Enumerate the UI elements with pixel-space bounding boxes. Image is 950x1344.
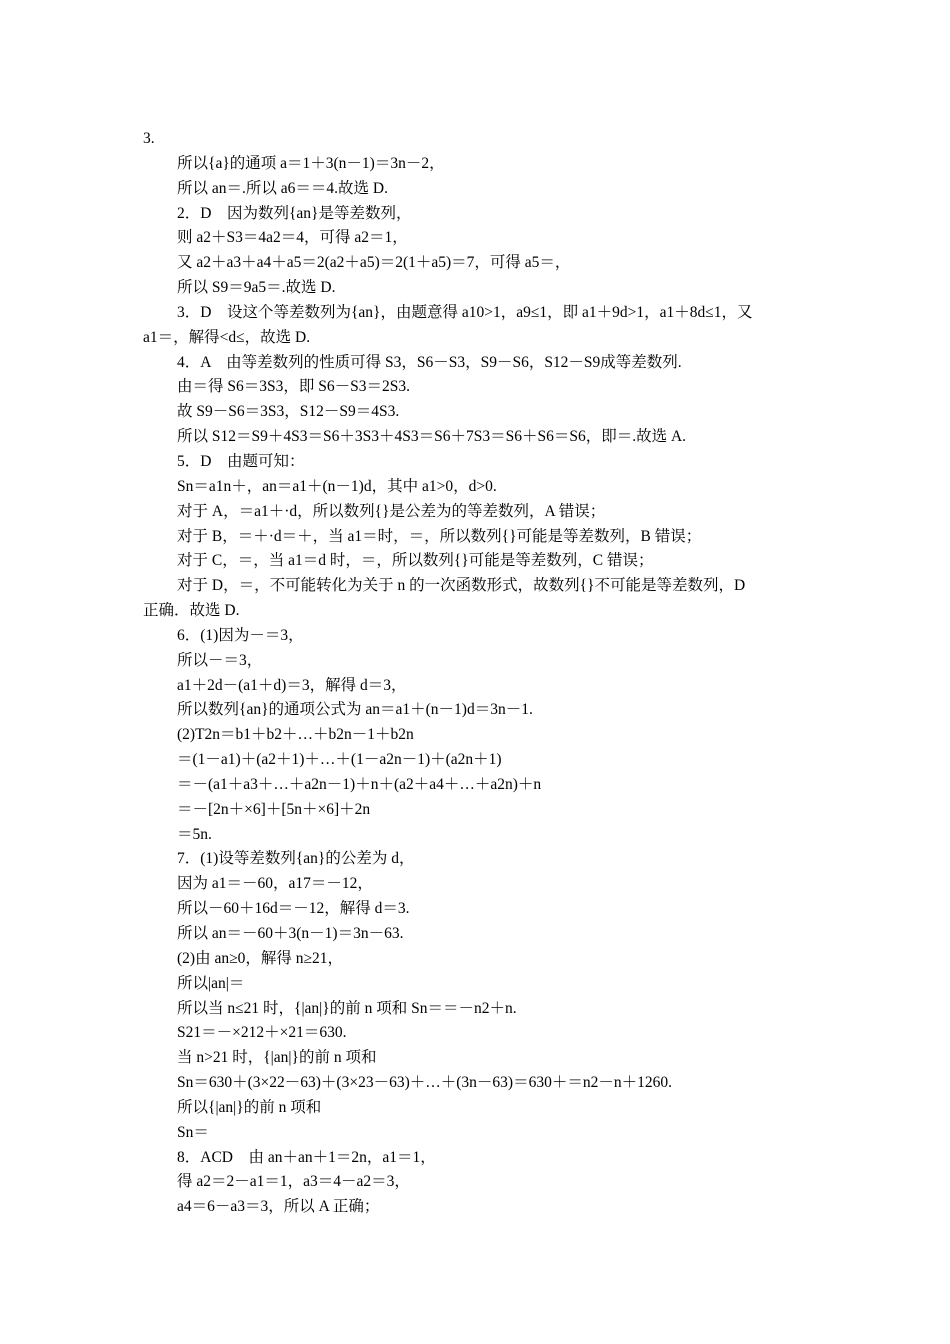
text-line: 得 a2＝2－a1＝1，a3＝4－a2＝3， [177, 1173, 410, 1191]
text-line: 所以{|an|}的前 n 项和 [177, 1098, 322, 1116]
text-line: 5．D 由题可知： [177, 452, 305, 470]
text-line: (2)由 an≥0，解得 n≥21， [177, 949, 343, 967]
text-line: 4．A 由等差数列的性质可得 S3，S6－S3，S9－S6，S12－S9成等差数列. [177, 353, 682, 371]
text-line: S21＝－×212＋×21＝630. [177, 1024, 347, 1042]
text-line: 7．(1)设等差数列{an}的公差为 d， [177, 850, 415, 868]
text-line: 则 a2＋S3＝4a2＝4，可得 a2＝1， [177, 229, 408, 247]
text-line: 对于 C，＝，当 a1＝d 时，＝，所以数列{}可能是等差数列，C 错误； [177, 552, 654, 570]
text-line: ＝5n. [177, 825, 212, 843]
text-line: 当 n>21 时，{|an|}的前 n 项和 [177, 1049, 377, 1067]
text-line: 3. [143, 130, 155, 147]
text-line: 8．ACD 由 an＋an＋1＝2n，a1＝1， [177, 1148, 436, 1166]
text-line: 所以 an＝.所以 a6＝＝4.故选 D. [177, 179, 388, 197]
text-line: 故 S9－S6＝3S3，S12－S9＝4S3. [177, 403, 400, 421]
text-line: 因为 a1＝－60，a17＝－12， [177, 875, 373, 893]
text-line: ＝(1－a1)＋(a2＋1)＋…＋(1－a2n－1)＋(a2n＋1) [177, 751, 502, 769]
text-line: 所以 S9＝9a5＝.故选 D. [177, 279, 336, 297]
text-line: 3．D 设这个等差数列为{an}，由题意得 a10>1，a9≤1，即 a1＋9d>1，a1＋8d≤1，又 [177, 303, 753, 321]
text-line: 正确．故选 D. [143, 602, 240, 620]
text-line: a4＝6－a3＝3，所以 A 正确； [177, 1198, 380, 1216]
text-line: Sn＝ [177, 1123, 209, 1141]
text-line: ＝－[2n＋×6]＋[5n＋×6]＋2n [177, 800, 371, 818]
text-line: 6．(1)因为－＝3， [177, 626, 304, 644]
text-line: 所以数列{an}的通项公式为 an＝a1＋(n－1)d＝3n－1. [177, 701, 533, 719]
text-line: 所以{a}的通项 a＝1＋3(n－1)＝3n－2， [177, 154, 445, 172]
solution-text-block [143, 127, 808, 1220]
text-line: Sn＝a1n＋，an＝a1＋(n－1)d，其中 a1>0，d>0. [177, 477, 497, 495]
text-line: 所以当 n≤21 时，{|an|}的前 n 项和 Sn＝＝－n2＋n. [177, 999, 517, 1017]
text-line: 所以|an|＝ [177, 974, 245, 992]
text-line: 所以－＝3， [177, 651, 263, 669]
text-line: 对于 B，＝＋·d＝＋，当 a1＝时，＝，所以数列{}可能是等差数列，B 错误； [177, 527, 702, 545]
text-line: a1＋2d－(a1＋d)＝3，解得 d＝3， [177, 676, 407, 694]
text-line: 对于 D，＝，不可能转化为关于 n 的一次函数形式，故数列{}不可能是等差数列，D [177, 577, 746, 595]
text-line: Sn＝630＋(3×22－63)＋(3×23－63)＋…＋(3n－63)＝630＋＝n2－n＋1260. [177, 1074, 672, 1092]
text-line: 由＝得 S6＝3S3，即 S6－S3＝2S3. [177, 378, 410, 396]
text-line: 对于 A，＝a1＋·d，所以数列{}是公差为的等差数列，A 错误； [177, 502, 606, 520]
text-line: (2)T2n＝b1＋b2＋…＋b2n－1＋b2n [177, 726, 414, 744]
text-line: 2．D 因为数列{an}是等差数列， [177, 204, 412, 222]
text-line: 所以－60＋16d＝－12，解得 d＝3. [177, 900, 410, 918]
text-line: ＝－(a1＋a3＋…＋a2n－1)＋n＋(a2＋a4＋…＋a2n)＋n [177, 775, 542, 793]
text-line: 又 a2＋a3＋a4＋a5＝2(a2＋a5)＝2(1＋a5)＝7，可得 a5＝， [177, 254, 571, 272]
text-line: 所以 an＝－60＋3(n－1)＝3n－63. [177, 925, 404, 942]
text-line: 所以 S12＝S9＋4S3＝S6＋3S3＋4S3＝S6＋7S3＝S6＋S6＝S6，即＝.故选 A. [177, 428, 687, 446]
text-line: a1＝，解得<d≤，故选 D. [143, 328, 311, 346]
